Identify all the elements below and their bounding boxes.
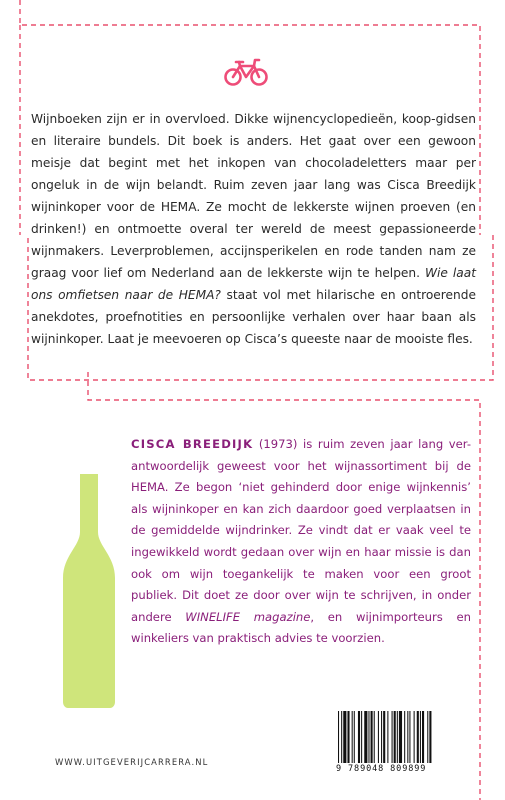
barcode xyxy=(336,711,470,775)
blurb-text-2: staat vol met hilarische en ontroerende anekdotes, proefnotities en persoonlijke verhalen over haar baan als wijninkoper. Laat je meevoeren op Cisca’s queeste naar de mooiste fles. xyxy=(31,288,477,346)
author-bio xyxy=(131,434,471,650)
barcode-bars xyxy=(336,711,470,763)
publisher-website: WWW.UITGEVERIJCARRERA.NL xyxy=(55,757,209,767)
blurb-text-1: Wijnboeken zijn er in overvloed. Dikke wijnencyclopedieën, koop-gidsen en literaire bundels. Dit boek is anders. Het gaat over een gewoon meisje dat begint met het inkopen van chocoladeletters maar per ongeluk in de wijn belandt. Ruim zeven jaar lang was Cisca Breedijk wijninkoper voor de HEMA. Ze mocht de lekkerste wijnen proeven (en drinken!) en ontmoette overal ter wereld de meest gepassioneerde wijnmakers. Leverproblemen, accijnsperikelen en rode tanden nam ze graag voor lief om Nederland aan de lekkerste wijn te helpen. xyxy=(31,112,476,280)
bio-text-1: (1973) is ruim zeven jaar lang ver-antwoordelijk geweest voor het wijnassortiment bij de HEMA. Ze begon ‘niet gehinderd door enige wijnkennis’ als wijninkoper en kan zich daardoor goed verplaatsen in de gemiddelde wijndrinker. Ze vindt dat er vaak veel te ingewikkeld wordt gedaan over wijn en haar missie is dan ook om wijn toegankelijk te maken voor een groot publiek. Dit doet ze door over wijn te schrijven, in onder andere xyxy=(131,437,472,624)
wine-bottle-icon xyxy=(59,474,119,708)
author-name: CISCA BREEDIJK xyxy=(131,437,254,451)
isbn-number: 9 789048 809899 xyxy=(336,764,427,774)
blurb-paragraph xyxy=(31,108,476,350)
blurb-book-title: Wie laat ons omfietsen naar de HEMA? xyxy=(31,266,476,302)
bio-magazine: WINELIFE magazine xyxy=(185,609,311,624)
bicycle-icon xyxy=(224,58,268,86)
bio-text-2: , en wijnimporteurs en winkeliers van praktisch advies te voorzien. xyxy=(131,609,471,646)
